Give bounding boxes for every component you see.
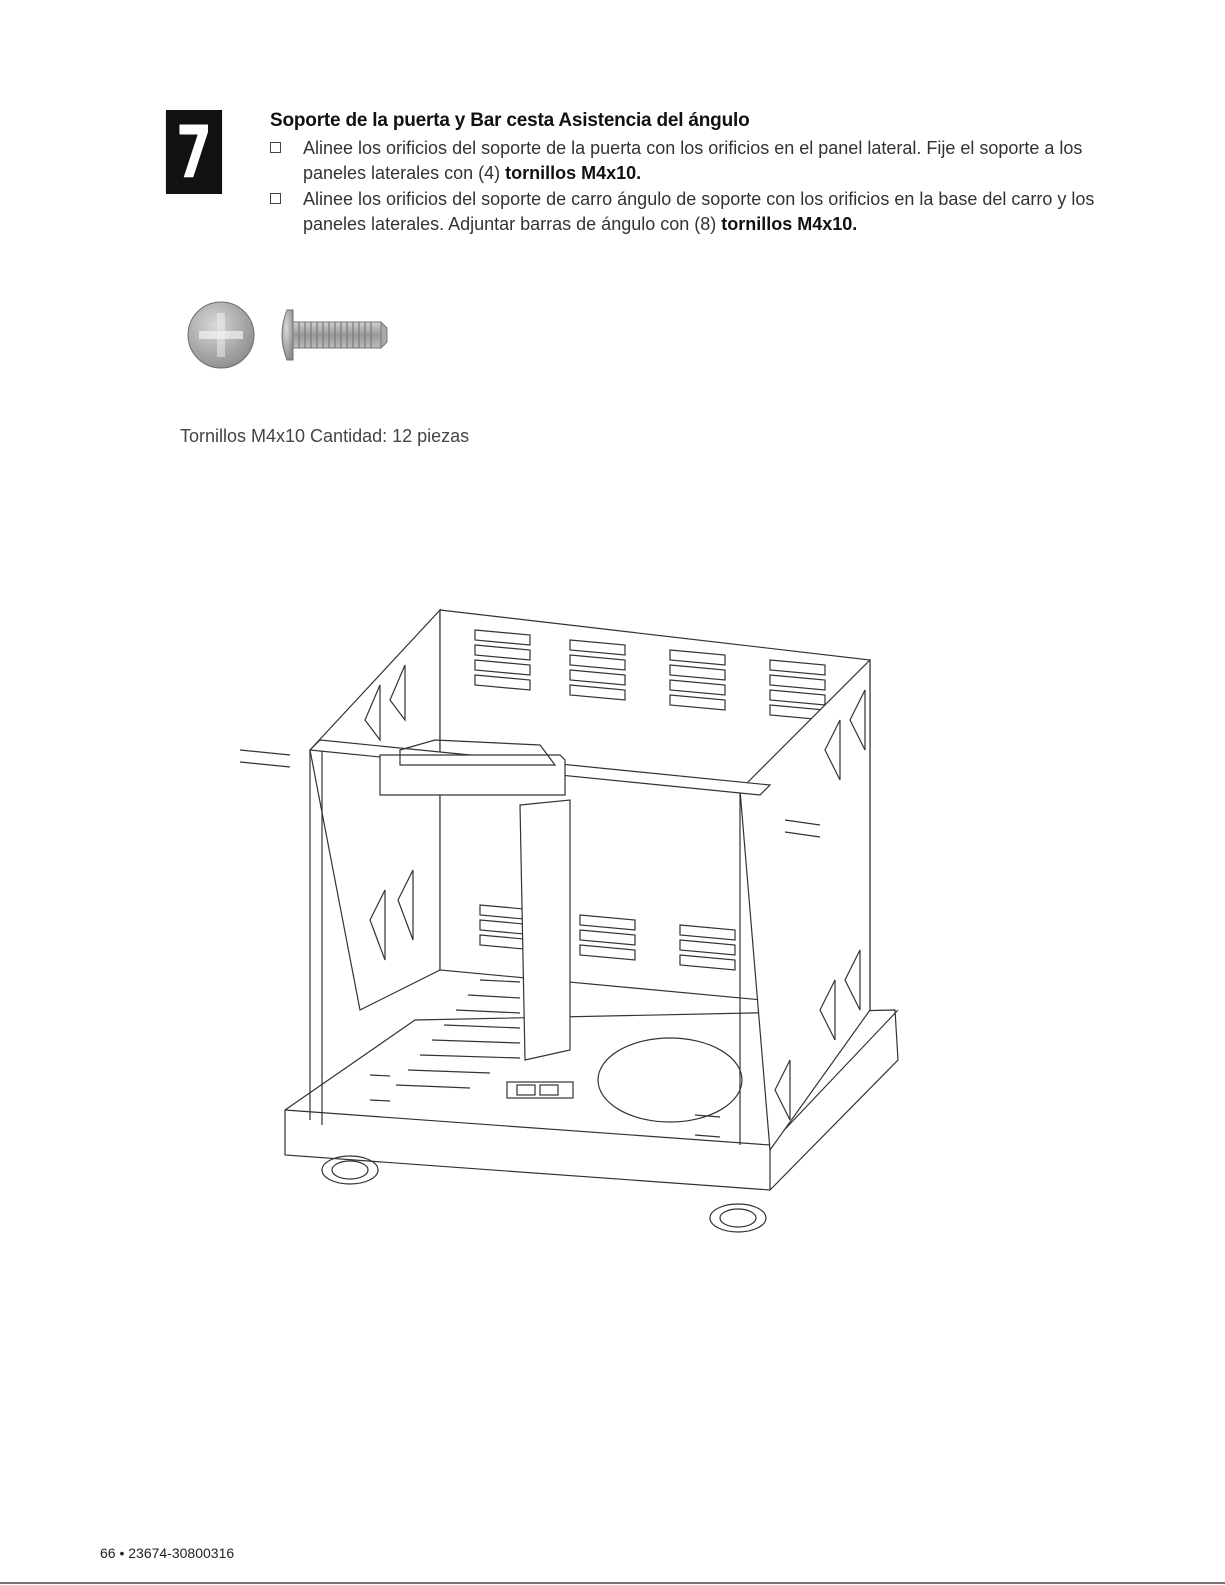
instruction-item [270, 187, 1110, 237]
step-number: 7 [175, 110, 213, 194]
step-number-badge [166, 110, 222, 194]
cart-assembly-diagram [230, 590, 930, 1255]
instruction-text: Alinee los orificios del soporte de carro ángulo de soporte con los orificios en la base del carro y los paneles laterales. Adjuntar barras de ángulo con (8) [303, 189, 1095, 234]
step-title: Soporte de la puerta y Bar cesta Asistencia del ángulo [270, 110, 750, 131]
hardware-caption: Tornillos M4x10 Cantidad: 12 piezas [180, 426, 470, 446]
page-footer: 66 • 23674-30800316 [100, 1545, 235, 1561]
instruction-text: Alinee los orificios del soporte de la puerta con los orificios en el panel lateral. Fije el soporte a los paneles laterales con (4) [303, 138, 1083, 183]
checkbox-icon [270, 142, 281, 153]
hardware-illustration [185, 298, 395, 378]
page-bottom-rule [0, 1582, 1225, 1584]
instruction-bold-text: tornillos M4x10. [721, 214, 858, 234]
screw-head-icon [188, 302, 254, 368]
screw-side-icon [282, 310, 387, 360]
instruction-bold-text: tornillos M4x10. [505, 163, 642, 183]
checkbox-icon [270, 193, 281, 204]
instruction-item [270, 136, 1110, 186]
